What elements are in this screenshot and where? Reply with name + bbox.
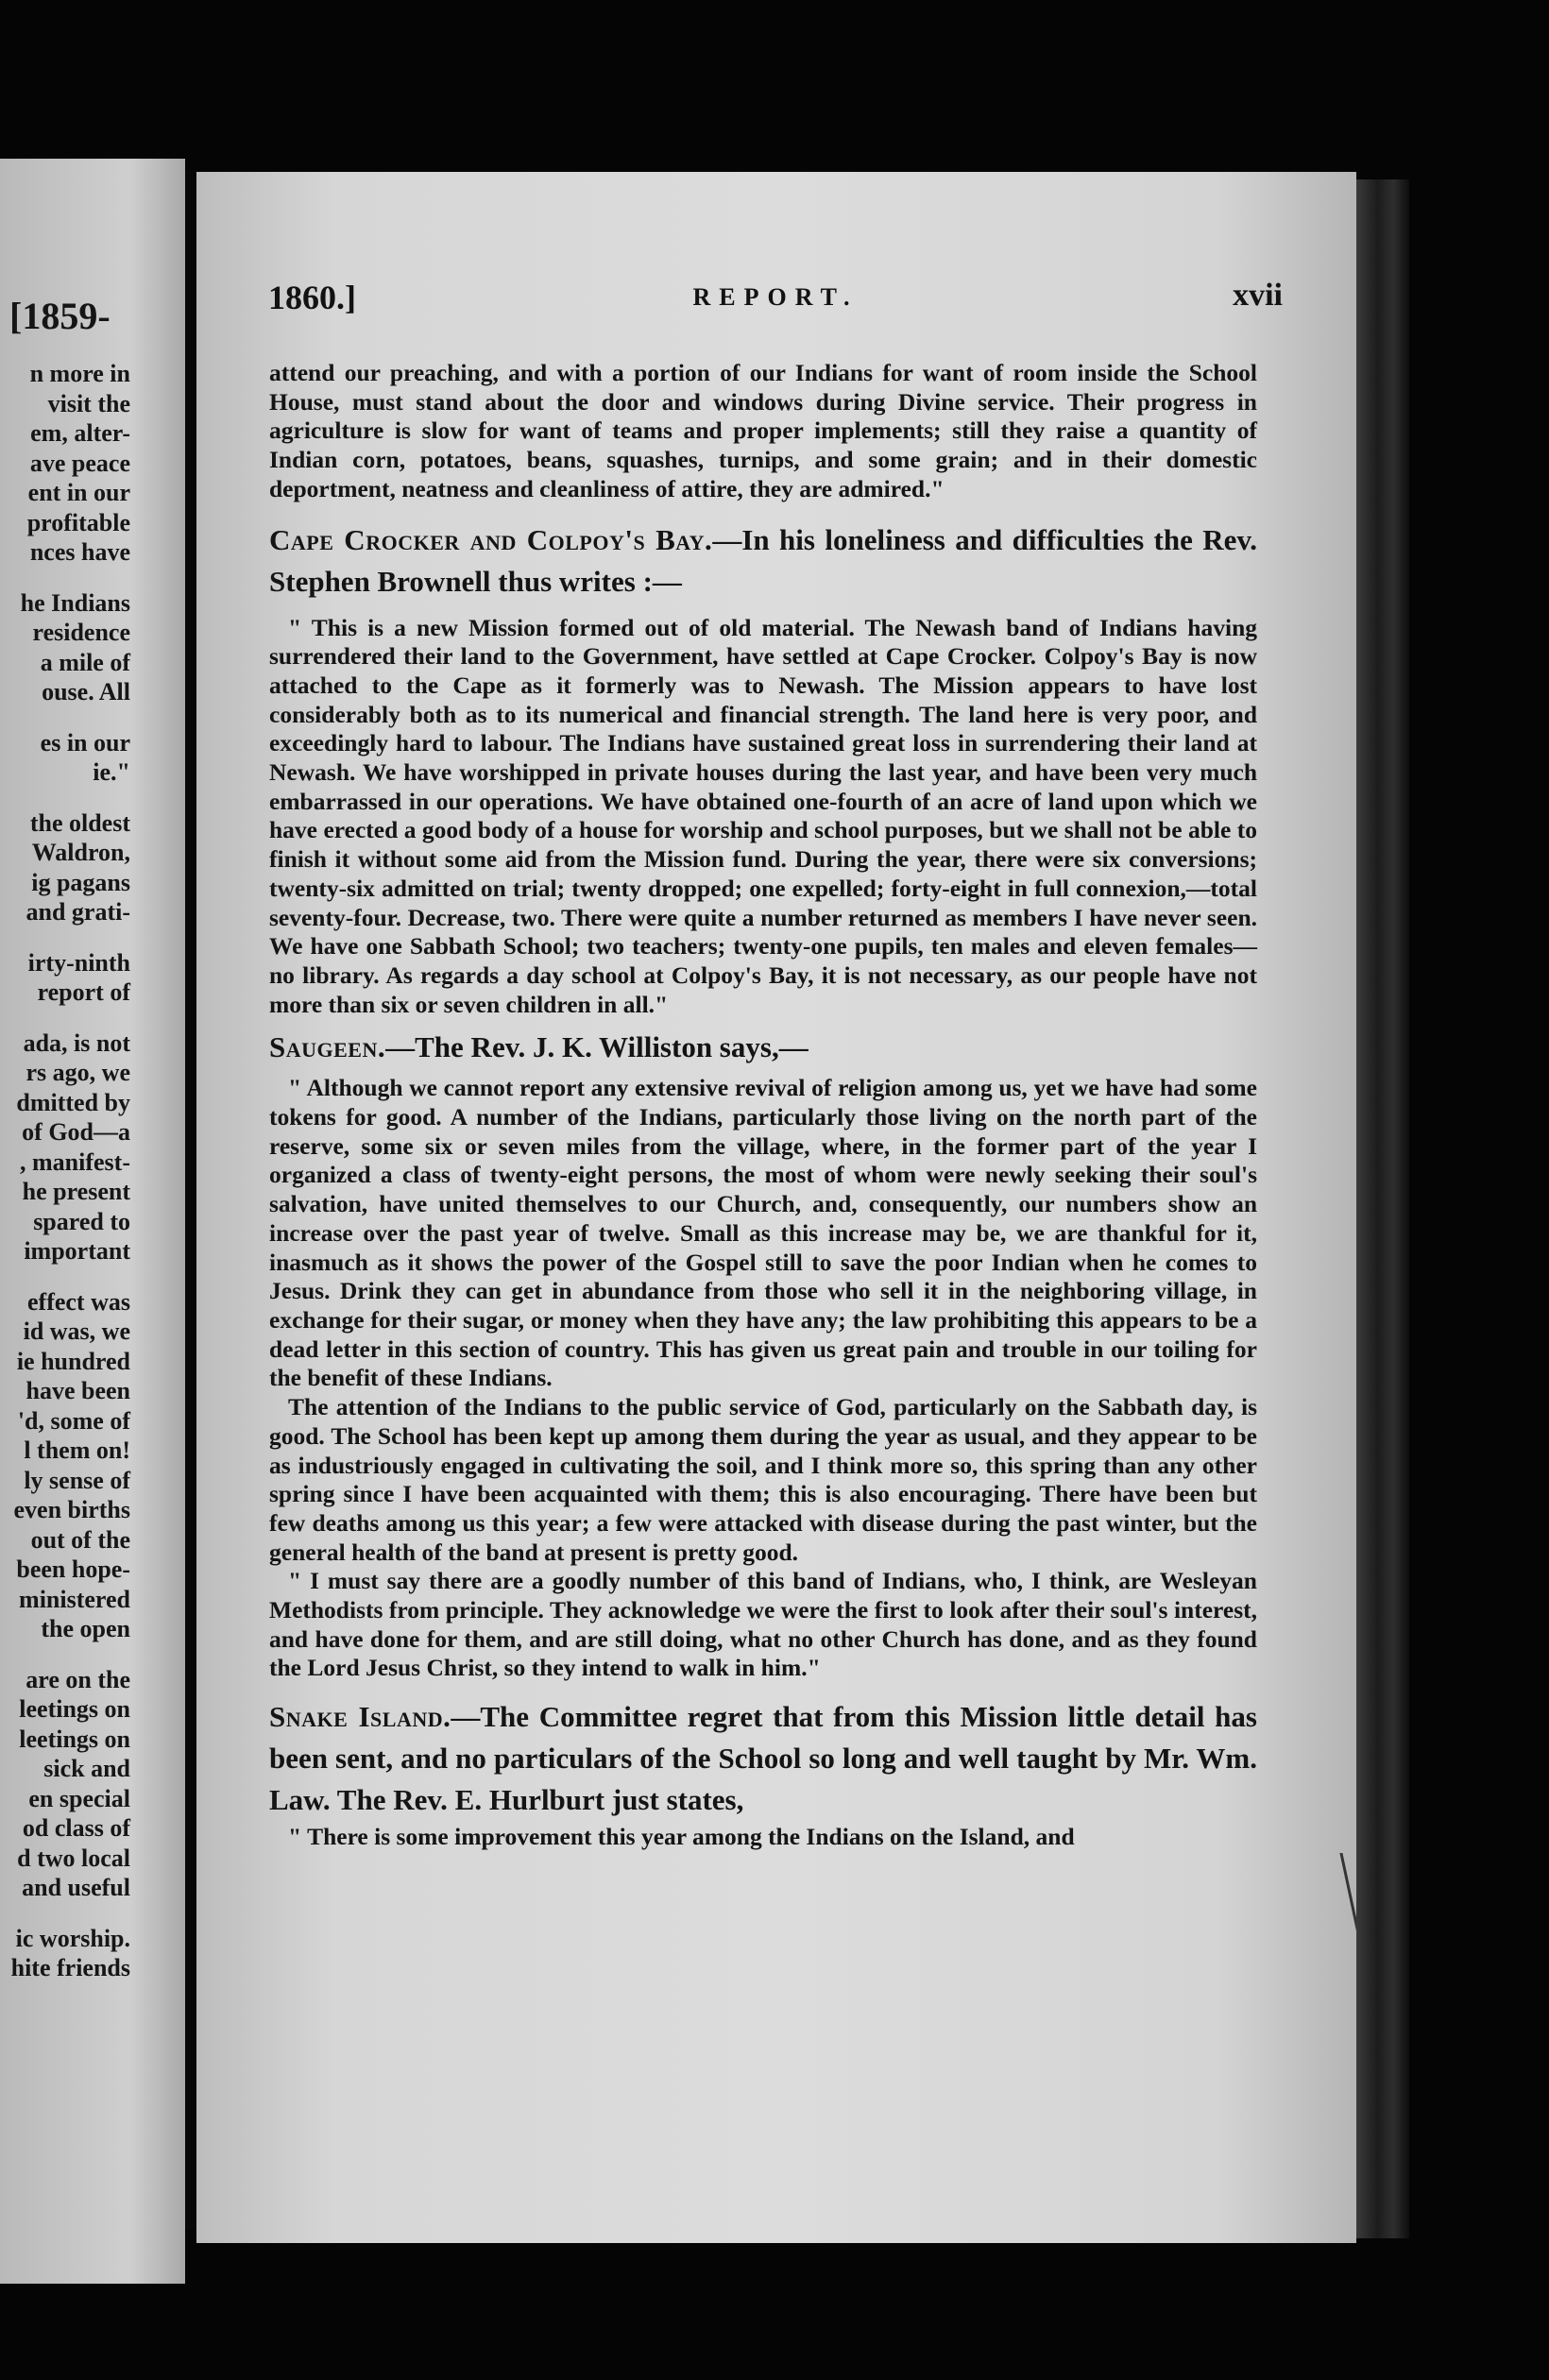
book-edge [1356,179,1409,2238]
quote-williston-3: " I must say there are a goodly number of this band of Indians, who, I think, are Wesleyan Methodists from principle. They acknowledge we were the first to look after their soul's interest, and have done for them, and are still doing, what no other Church has done, and as they found the Lord Jesus Christ, so they intend to walk in him." [269,1567,1257,1682]
section-lead: —In his loneliness and difficulties the Rev. Stephen Brownell thus writes :— [269,522,1257,598]
left-page-line: l them on! [24,1436,130,1464]
left-page-line [0,927,130,948]
left-page-line: visit the [47,389,130,417]
left-page-line: been hope- [16,1556,130,1583]
left-page-line: hite friends [10,1954,130,1981]
left-page-line: ig pagans [31,868,130,896]
gutter-shadow [185,170,196,2229]
left-page-line: of God—a [22,1118,130,1146]
quote-williston-1: " Although we cannot report any extensive revival of religion among us, yet we have had some tokens for good. A number of the Indians, particularly those living on the north part of the reserve, some six or seven miles from the village, where, in the former part of the year I organized a class of twenty-eight persons, the most of whom were newly seeking their soul's salvation, have united themselves to our Church, and, consequently, our numbers show an increase over the past year of twelve. Small as this increase may be, we are thankful for it, inasmuch as it shows the power of the Gospel still to save the poor Indian when he comes to Jesus. Drink they can get in abundance from those who sell it in the neighboring village, in exchange for their sugar, or money when they have any; the law prohibiting this appears to be a dead letter in this section of country. This has given us great pain and trouble in our toiling for the benefit of these Indians. [269,1074,1257,1392]
left-page-line [0,1903,130,1924]
left-page-line: profitable [26,508,130,536]
left-page-line: id was, we [23,1318,130,1345]
left-page-line: dmitted by [16,1088,130,1116]
section-lead: —The Rev. J. K. Williston says,— [385,1030,809,1064]
left-page-line: important [24,1237,130,1265]
left-page-line: leetings on [19,1695,130,1723]
left-page-line: em, alter- [30,419,130,447]
left-page-line: ly sense of [24,1466,130,1494]
left-page-line: 'd, some of [17,1406,130,1435]
left-page-line: he present [22,1178,130,1205]
left-page-line: , manifest- [20,1148,130,1176]
left-page-line [0,568,130,588]
main-page [196,172,1356,2243]
left-page-line [0,1008,130,1028]
left-page-line: ministered [19,1585,130,1613]
running-head-title: REPORT. [692,283,859,311]
left-page-line: out of the [30,1525,130,1554]
left-page-line: nces have [29,538,130,566]
left-page-line: ie." [93,758,130,786]
left-page-line: he Indians [20,588,130,617]
section-lead: —The Committee regret that from this Mission little detail has been sent, and no particulars of the School so long and well taught by Mr. Wm. Law. The Rev. E. Hurlburt just states, [269,1700,1257,1817]
section-title: Saugeen. [269,1030,386,1064]
section-title: Cape Crocker and Colpoy's Bay. [269,522,713,556]
quote-williston-2: The attention of the Indians to the public service of God, particularly on the Sabbath day, is good. The School has been kept up among them during the year as usual, and they appear to be as industriously engaged in cultivating the soil, and I think more so, this spring than any other spring since I have been acquainted with them; this is also encouraging. There have been but few deaths among us this year; a few were attacked with disease during the past winter, but the general health of the band at present is pretty good. [269,1393,1257,1566]
page-body [269,359,1257,1852]
left-page-line: sick and [43,1755,130,1782]
section-title: Snake Island. [269,1700,451,1734]
left-page-line [0,1266,130,1287]
left-page-line: es in our [40,728,130,756]
pencil-mark [1339,1853,1356,1938]
left-page-line: ave peace [29,449,130,477]
left-page-line: spared to [33,1207,130,1235]
left-page-line: ada, is not [23,1028,130,1057]
left-page-line: ouse. All [42,678,130,706]
quote-hurlburt: " There is some improvement this year among the Indians on the Island, and [288,1823,1075,1851]
left-page-line: rs ago, we [26,1059,130,1086]
left-page-text [0,359,130,1983]
left-page-line: the oldest [29,808,130,837]
left-page-line: residence [32,619,130,646]
left-page-line [0,788,130,808]
left-page-line: ent in our [27,479,130,506]
page-number: xvii [1233,278,1283,313]
left-page-line: ie hundred [16,1347,130,1375]
left-page-line: od class of [22,1814,130,1842]
left-page-line [0,1644,130,1665]
paragraph-intro: attend our preaching, and with a portion of our Indians for want of room inside the School House, must stand about the door and windows during Divine service. Their progress in agriculture is slow for want of teams and proper implements; still they raise a quantity of Indian corn, potatoes, beans, squashes, turnips, and some grain; and in their domestic deportment, neatness and cleanliness of attire, they are admired." [269,359,1257,502]
left-page-line: even births [13,1496,130,1523]
left-page-line: d two local [17,1844,130,1872]
left-page-line: ic worship. [15,1924,130,1952]
left-page-line: the open [41,1615,130,1642]
running-head [268,278,1283,321]
running-head-year: 1860.] [268,279,356,316]
left-page-line: and useful [22,1874,130,1901]
left-page-line: and grati- [26,898,130,926]
section-snake-island [269,1696,1257,1821]
left-page-line: irty-ninth [27,948,130,977]
left-page-line: effect was [27,1287,130,1316]
section-cape-crocker [269,519,1257,603]
left-page-line: report of [37,978,130,1006]
left-page-line: have been [26,1377,130,1404]
left-page-line: en special [28,1784,130,1812]
left-page-header: [1859- [9,295,111,337]
left-page-line: are on the [26,1665,130,1693]
section-saugeen [269,1027,1257,1068]
left-page-line: n more in [29,360,130,387]
left-page-line: Waldron, [31,839,130,866]
left-page-line: leetings on [19,1725,130,1753]
left-page-fragment [0,159,185,2284]
left-page-line [0,707,130,728]
left-page-line: a mile of [40,648,130,676]
quote-brownell: " This is a new Mission formed out of old material. The Newash band of Indians having surrendered their land to the Government, have settled at Cape Crocker. Colpoy's Bay is now attached to the Cape as it formerly was to Newash. The Mission appears to have lost considerably both as to its numerical and financial strength. The land here is very poor, and exceedingly hard to labour. The Indians have sustained great loss in surrendering their land at Newash. We have worshipped in private houses during the last year, and have been very much embarrassed in our operations. We have obtained one-fourth of an acre of land upon which we have erected a good body of a house for worship and school purposes, but we shall not be able to finish it without some aid from the Mission fund. During the year, there were six conversions; twenty-six admitted on trial; twenty dropped; one expelled; forty-eight in full connexion,—total seventy-four. Decrease, two. There were quite a number returned as members I have never seen. We have one Sabbath School; two teachers; twenty-one pupils, ten males and eleven females—no library. As regards a day school at Colpoy's Bay, it is not necessary, as our people have not more than six or seven children in all." [269,613,1257,1018]
